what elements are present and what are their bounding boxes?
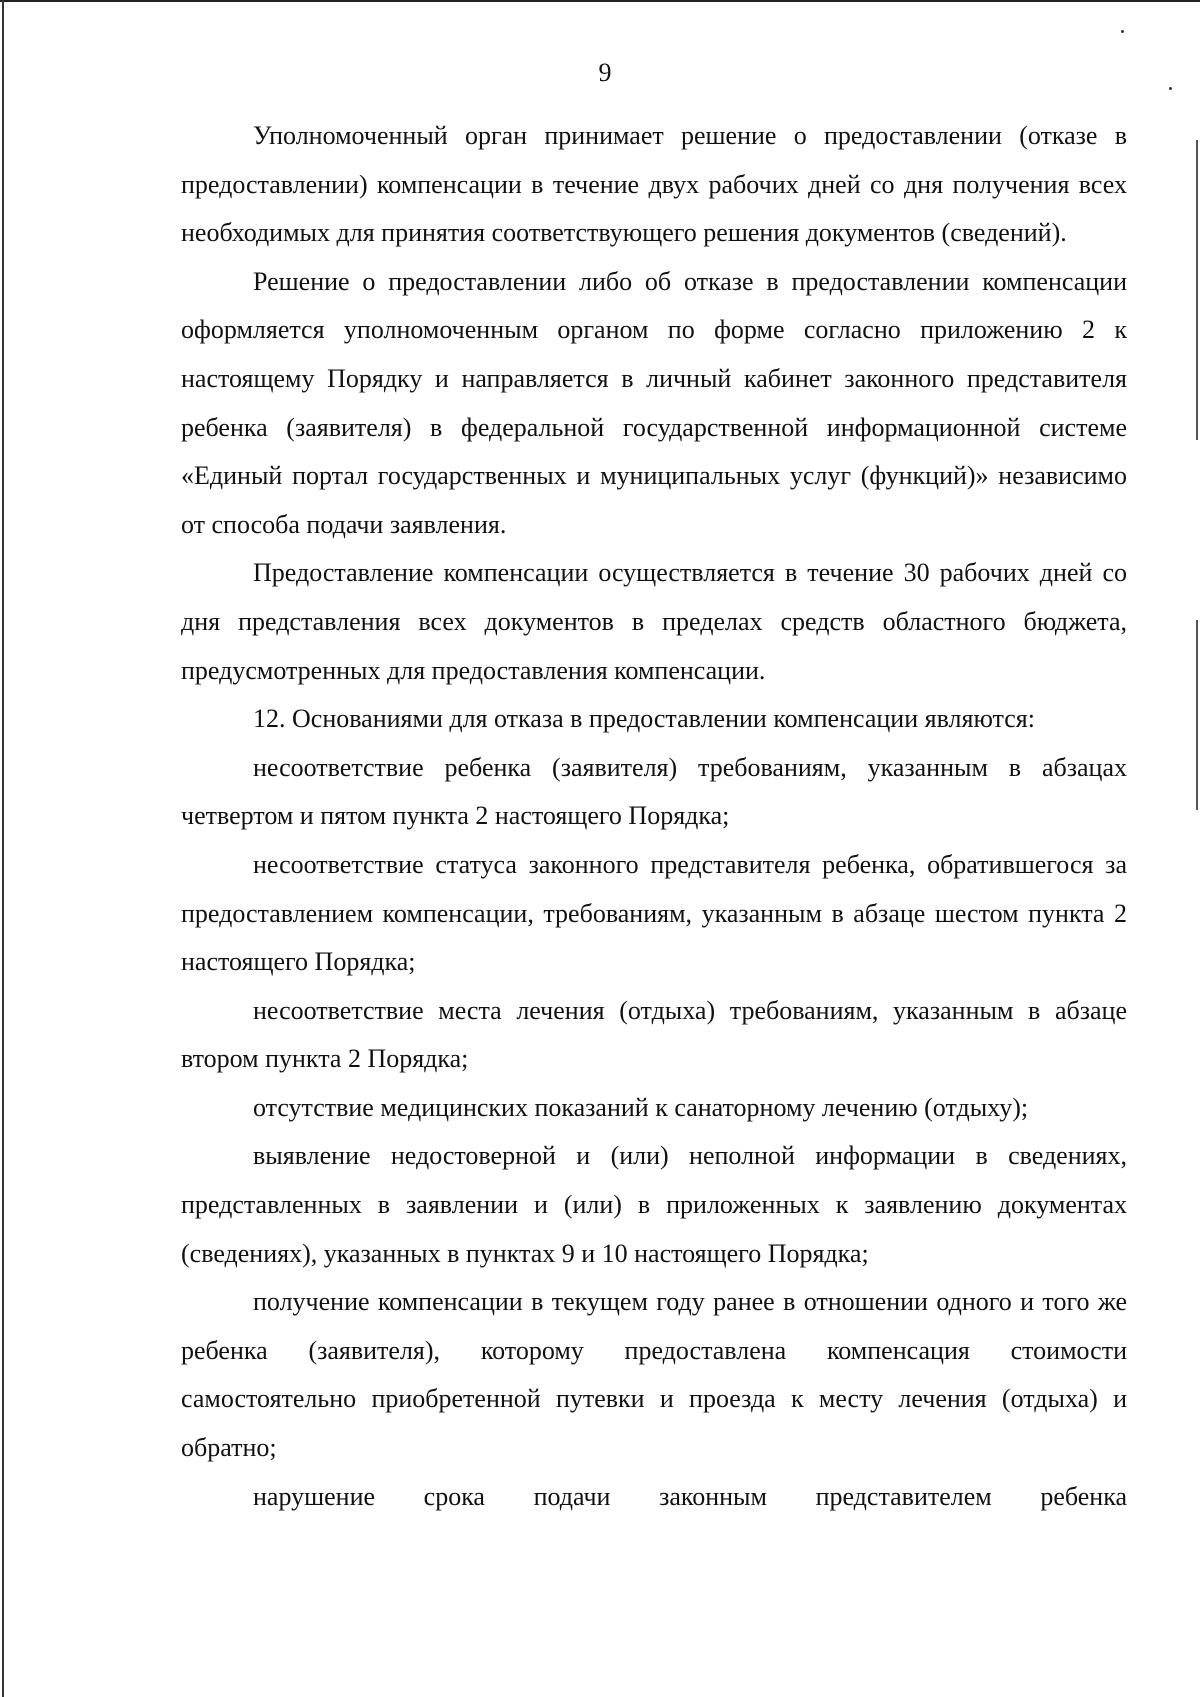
paragraph: нарушение срока подачи законным представителем ребенка bbox=[253, 1481, 1127, 1511]
page-number: 9 bbox=[598, 58, 612, 87]
document-body bbox=[181, 112, 1127, 1521]
scan-edge-top bbox=[0, 0, 1200, 2]
paragraph: несоответствие статуса законного представителя ребенка, обратившегося за предоставлением компенсации, требованиям, указанным в абзаце шестом пункта 2 настоящего Порядка; bbox=[181, 849, 1127, 977]
paragraph: получение компенсации в текущем году ранее в отношении одного и того же ребенка (заявителя), которому предоставлена компенсация стоимости самостоятельно приобретенной путевки и проезда к месту лечения (отдыха) и обратно; bbox=[181, 1287, 1127, 1463]
paragraph: несоответствие ребенка (заявителя) требованиям, указанным в абзацах четвертом и пятом пункта 2 настоящего Порядка; bbox=[181, 752, 1127, 831]
paragraph: несоответствие места лечения (отдыха) требованиям, указанным в абзаце втором пункта 2 Порядка; bbox=[181, 995, 1127, 1074]
scan-edge-left bbox=[2, 0, 4, 1697]
scan-edge-right bbox=[1196, 620, 1198, 810]
paragraph: отсутствие медицинских показаний к санаторному лечению (отдыху); bbox=[253, 1092, 1029, 1122]
paragraph: 12. Основаниями для отказа в предоставлении компенсации являются: bbox=[253, 704, 1035, 734]
paragraph: Предоставление компенсации осуществляется в течение 30 рабочих дней со дня представления всех документов в пределах средств областного бюджета, предусмотренных для предоставления компенсации. bbox=[181, 558, 1127, 685]
scan-edge-right bbox=[1196, 140, 1198, 440]
paragraph: Уполномоченный орган принимает решение о предоставлении (отказе в предоставлении) компенсации в течение двух рабочих дней со дня получения всех необходимых для принятия соответствующего решения документов (сведений). bbox=[181, 121, 1127, 248]
paragraph: Решение о предоставлении либо об отказе в предоставлении компенсации оформляется уполномоченным органом по форме согласно приложению 2 к настоящему Порядку и направляется в личный кабинет законного представителя ребенка (заявителя) в федеральной государственной информационной системе «Единый портал государственных и муниципальных услуг (функций)» независимо от способа подачи заявления. bbox=[181, 266, 1127, 539]
paragraph: выявление недостоверной и (или) неполной информации в сведениях, представленных в заявлении и (или) в приложенных к заявлению документах (сведениях), указанных в пунктах 9 и 10 настоящего Порядка; bbox=[181, 1141, 1127, 1268]
scan-speck bbox=[1121, 30, 1124, 33]
